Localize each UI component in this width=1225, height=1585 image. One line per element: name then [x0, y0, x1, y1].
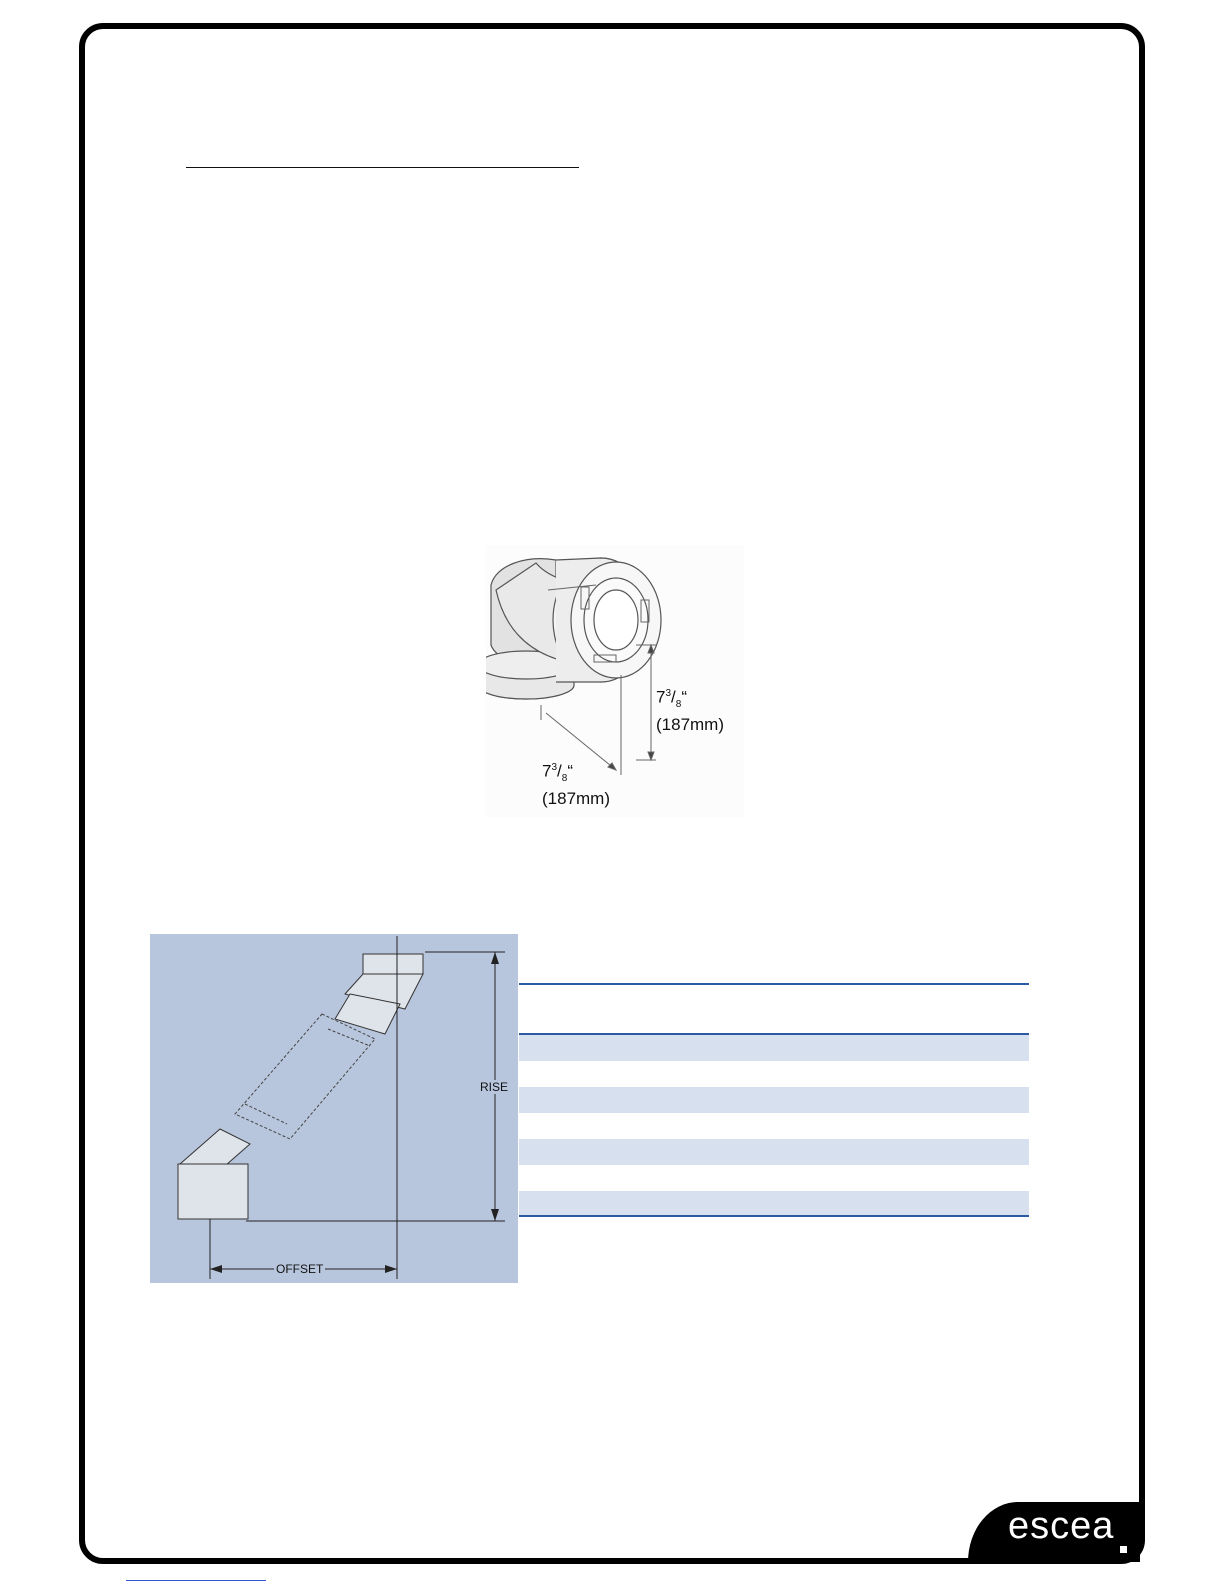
dim-inch-mark: “ [681, 687, 687, 707]
table-row [519, 1165, 1029, 1191]
footer-link-underline [126, 1580, 266, 1581]
table-row [519, 1035, 1029, 1061]
offset-table [519, 983, 1029, 1217]
brand-logo: escea [1008, 1505, 1115, 1547]
elbow-fitting-drawing [486, 545, 744, 817]
logo-dot [1120, 1546, 1127, 1553]
table-row [519, 1191, 1029, 1217]
horizontal-dimension-label: $7^3/_8“$ (187mm) [542, 761, 611, 809]
dim-whole: 7 [542, 761, 552, 781]
table-row [519, 1139, 1029, 1165]
offset-rise-figure [150, 934, 518, 1283]
rise-label: RISE [480, 1080, 509, 1094]
offset-table-header [519, 983, 1029, 1035]
dim-metric: (187mm) [656, 715, 725, 735]
dim-inch-mark: “ [567, 761, 573, 781]
dim-whole: 7 [656, 687, 666, 707]
table-row [519, 1113, 1029, 1139]
vertical-dimension-label: $7^3/_8“$ (187mm) [656, 687, 725, 735]
offset-label: OFFSET [276, 1262, 324, 1276]
table-row [519, 1061, 1029, 1087]
offset-rise-drawing [150, 934, 518, 1283]
section-heading-underline [186, 167, 579, 168]
dim-numerator: 3 [551, 762, 558, 773]
dim-denominator: 8 [561, 773, 568, 785]
dim-metric: (187mm) [542, 789, 611, 809]
table-row [519, 1087, 1029, 1113]
dim-numerator: 3 [665, 688, 672, 699]
dim-denominator: 8 [675, 699, 682, 711]
elbow-fitting-figure [486, 545, 744, 817]
